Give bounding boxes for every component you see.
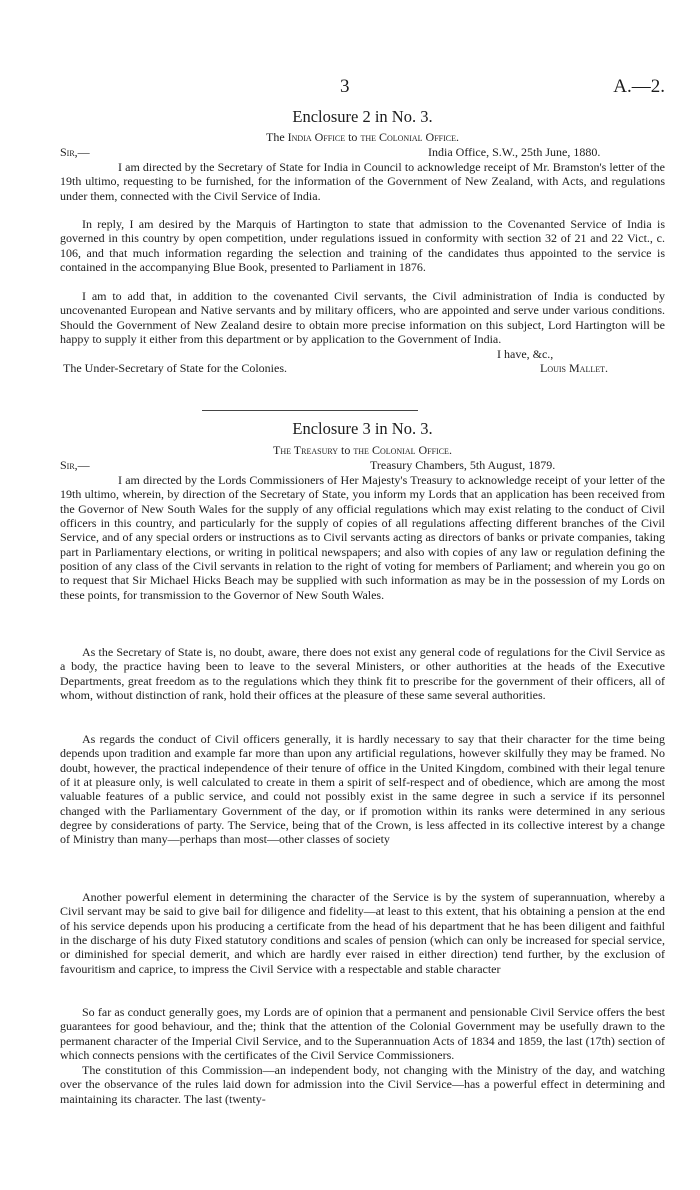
section-divider: [202, 410, 418, 411]
document-reference: A.—2.: [613, 76, 665, 97]
enclosure-2-paragraph-1: I am directed by the Secretary of State for India in Council to acknowledge receipt of Mr. Bramston's letter of the 19th ultimo, requesting to be furnished, for the information of the Government of New Zealand, with Acts, and regulations under them, connected with the Civil Service of India.: [60, 160, 665, 203]
enclosure-2-subtitle: The India Office to the Colonial Office.: [265, 130, 459, 144]
enclosure-2-addressee: The Under-Secretary of State for the Colonies.: [63, 361, 288, 375]
enclosure-3-from: The Treasury: [273, 443, 339, 457]
enclosure-3-paragraph-6: The constitution of this Commission—an independent body, not changing with the Ministry of the day, and watching over the observance of the rules laid down for admission into the Civil Service—has a powerful effect in determining and maintaining its character. The last (twenty-: [60, 1063, 665, 1106]
enclosure-2-to: the Colonial Office.: [360, 130, 459, 144]
enclosure-2-from: India Office: [287, 130, 346, 144]
enclosure-2-joiner: to: [348, 130, 358, 144]
enclosure-2-salutation: Sir,—: [60, 145, 90, 159]
enclosure-2-paragraph-2: In reply, I am desired by the Marquis of Hartington to state that admission to the Covenanted Service of India is governed in this country by open competition, under regulations issued in conformity with section 32 of 21 and 22 Vict., c. 106, and that much information regarding the selection and training of the candidates thus appointed to the service is contained in the accompanying Blue Book, presented to Parliament in 1876.: [60, 217, 665, 275]
enclosure-2-paragraph-3: I am to add that, in addition to the covenanted Civil servants, the Civil administration of India is conducted by uncovenanted European and Native servants and by military officers, who are appointed and serve under various conditions. Should the Government of New Zealand desire to obtain more precise information on this subject, Lord Hartington will be happy to supply it either from this department or by application to the Government of India.: [60, 289, 665, 347]
enclosure-3-paragraph-3: As regards the conduct of Civil officers generally, it is hardly necessary to say that their character for the time being depends upon tradition and example far more than upon any artificial regulations, however skilfully they may be framed. No doubt, however, the practical independence of their tenure of office in the United Kingdom, combined with their legal tenure of it at pleasure only, is well calculated to create in them a spirit of self-respect and of obedience, which are among the most valuable features of a public service, and could not possibly exist in the same degree in such a service if its personnel changed with the Parliamentary Government of the day, or if promotion within its ranks were determined in any serious degree by considerations of party. The Service, being that of the Crown, is less affected in its collective interest by a change of Ministry than many—perhaps than most—other classes of society: [60, 732, 665, 847]
page-number: 3: [340, 76, 350, 97]
enclosure-2-place-date: India Office, S.W., 25th June, 1880.: [428, 145, 601, 159]
enclosure-3-salutation: Sir,—: [60, 458, 90, 472]
enclosure-2-closing: I have, &c.,: [497, 347, 554, 361]
enclosure-3-paragraph-2: As the Secretary of State is, no doubt, aware, there does not exist any general code of regulations for the Civil Service as a body, the practice having been to leave to the several Ministers, or other authorities at the heads of the Executive Departments, great freedom as to the regulations which they think fit to prescribe for the government of their officers, all of whom, without distinction of rank, hold their offices at the pleasure of these same several authorities.: [60, 645, 665, 703]
enclosure-3-place-date: Treasury Chambers, 5th August, 1879.: [370, 458, 556, 472]
enclosure-3-paragraph-4: Another powerful element in determining the character of the Service is by the system of superannuation, whereby a Civil servant may be said to give bail for diligence and fidelity—at least to this extent, that his obtaining a pension at the end of his service depends upon his producing a certificate from the head of his department that he has been diligent and faithful in the discharge of his duty Fixed statutory conditions and scales of pension (which can only be increased for special service, or diminished for special demerit, and which are hardly ever raised in either direction) tend further, by the exclusion of favouritism and caprice, to impress the Civil Service with a respectable and stable character: [60, 890, 665, 976]
enclosure-3-joiner: to: [341, 443, 351, 457]
enclosure-3-to: the Colonial Office.: [353, 443, 452, 457]
enclosure-3-paragraph-1: I am directed by the Lords Commissioners of Her Majesty's Treasury to acknowledge receipt of your letter of the 19th ultimo, wherein, by direction of the Secretary of State, you inform my Lords that an application has been received from the Governor of New South Wales for the supply of any official regulations which may exist relating to the conduct of Civil officers in this country, and particularly for the supply of copies of all regulations affecting different branches of the Civil Service, and of any special orders or instructions as to Civil servants acting as directors of banks or private companies, taking part in Parliamentary elections, or writing in political newspapers; and also with copies of any law or regulation defining the position of any class of the Civil servants in relation to the right of voting for members of Parliament; and wherein you go on to request that Sir Michael Hicks Beach may be supplied with such information as may be in the possession of my Lords on these points, for transmission to the Governor of New South Wales.: [60, 473, 665, 602]
enclosure-2-title: Enclosure 2 in No. 3.: [292, 107, 433, 126]
enclosure-3-title: Enclosure 3 in No. 3.: [292, 419, 433, 438]
enclosure-3-subtitle: [60, 443, 665, 458]
enclosure-2-signature: Louis Mallet.: [540, 361, 608, 375]
enclosure-3-paragraph-5: So far as conduct generally goes, my Lords are of opinion that a permanent and pensionable Civil Service offers the best guarantees for good behaviour, and the; think that the attention of the Colonial Government may be usefully drawn to the permanent character of the Imperial Civil Service, and to the Superannuation Acts of 1834 and 1859, the last (17th) section of which connects pensions with the certificates of the Civil Service Commissioners.: [60, 1005, 665, 1063]
